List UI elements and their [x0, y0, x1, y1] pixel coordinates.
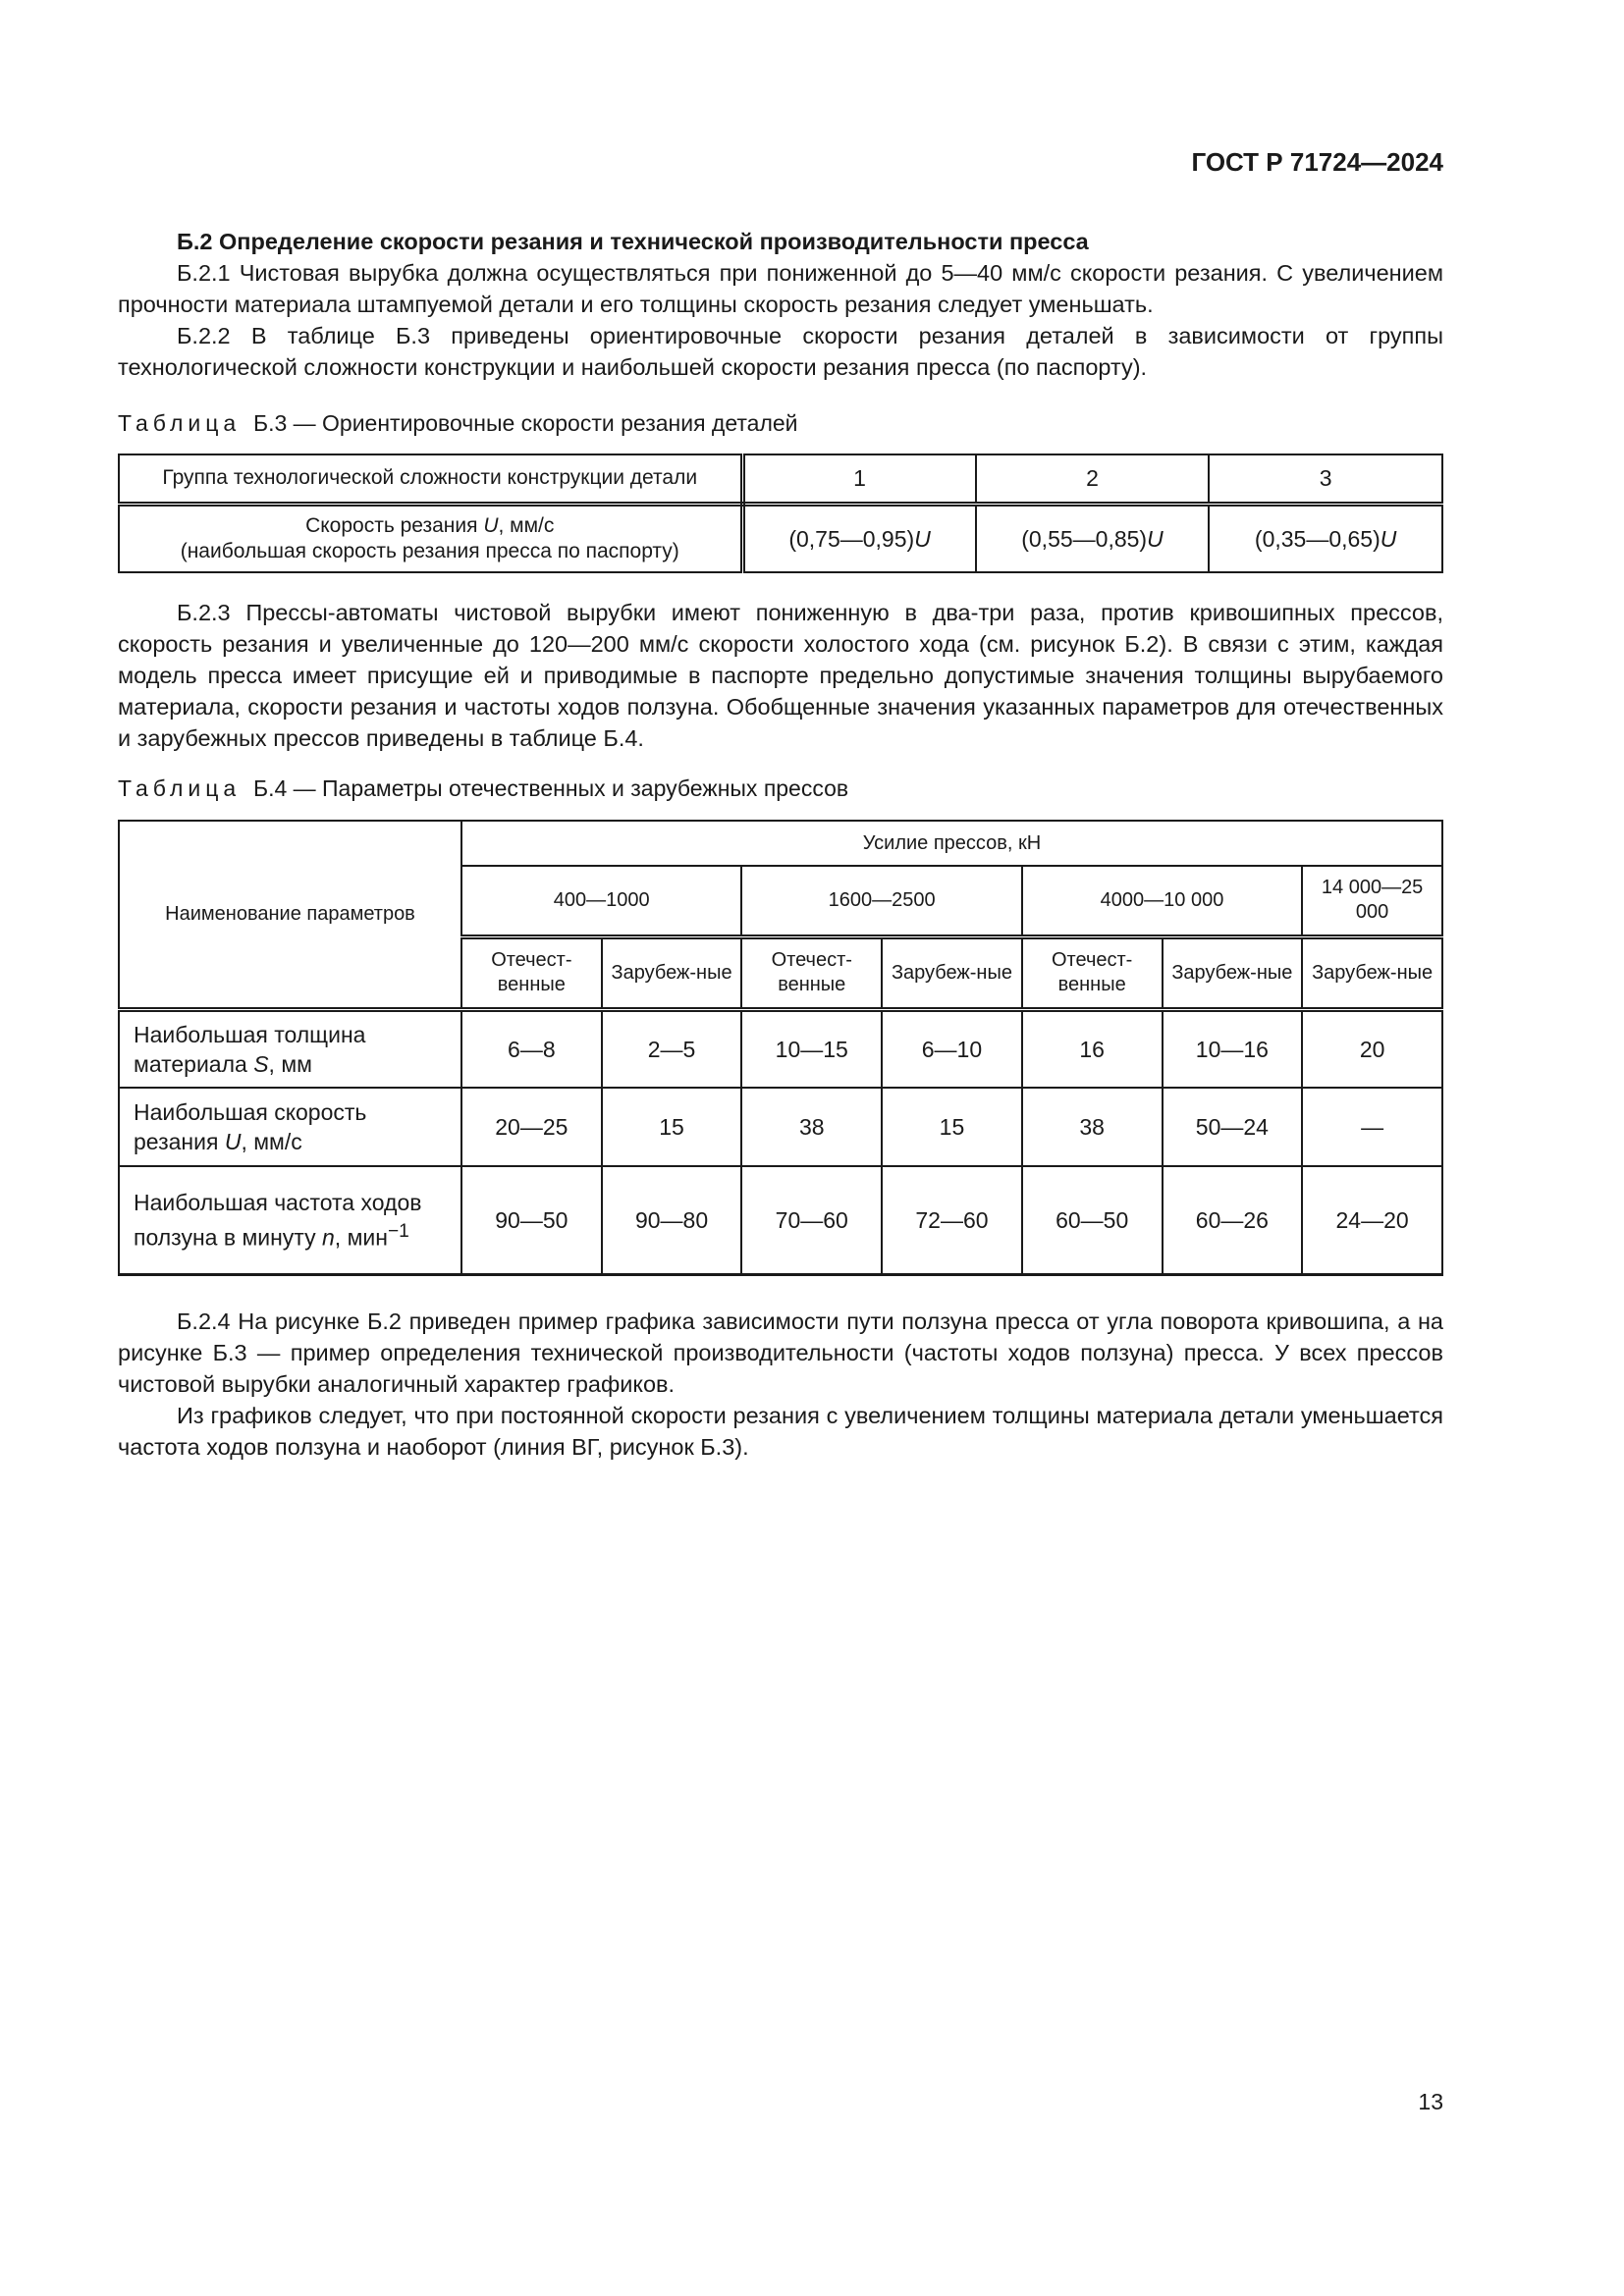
cell: 2—5 — [602, 1009, 742, 1088]
table-b3 — [118, 454, 1443, 573]
cell: 10—15 — [741, 1009, 882, 1088]
cell: 90—50 — [461, 1166, 602, 1274]
table-row — [119, 1088, 1442, 1166]
origin-1: Отечест-венные — [461, 936, 602, 1009]
cell: 15 — [882, 1088, 1022, 1166]
section-b2-4 — [118, 1306, 1443, 1463]
cell: 60—26 — [1163, 1166, 1303, 1274]
speed-value-3: (0,35—0,65)U — [1209, 504, 1442, 572]
table-row — [119, 1009, 1442, 1088]
row-label: Наибольшая частота ходов ползуна в минуту n, мин$^{-1}$ — [119, 1166, 461, 1274]
param-header: Наименование параметров — [119, 821, 461, 1009]
speed-label-var: U — [483, 513, 499, 537]
origin-2: Зарубеж-ные — [602, 936, 742, 1009]
group-label: Группа технологической сложности конструкции детали — [119, 454, 742, 504]
section-b2 — [118, 226, 1443, 383]
cell: 50—24 — [1163, 1088, 1303, 1166]
origin-3: Отечест-венные — [741, 936, 882, 1009]
table-b4 — [118, 820, 1443, 1276]
caption-word: Таблица — [118, 410, 242, 436]
group-2: 2 — [976, 454, 1210, 504]
document-code: ГОСТ Р 71724—2024 — [1191, 147, 1443, 177]
cell: 10—16 — [1163, 1009, 1303, 1088]
origin-4: Зарубеж-ные — [882, 936, 1022, 1009]
section-heading: Б.2 Определение скорости резания и технической производительности пресса — [177, 229, 1089, 254]
speed-value-1: (0,75—0,95)U — [742, 504, 976, 572]
speed-value-2: (0,55—0,85)U — [976, 504, 1210, 572]
paragraph-b2-1: Б.2.1 Чистовая вырубка должна осуществляться при пониженной до 5—40 мм/с скорости резания. С увеличением прочности материала штампуемой детали и его толщины скорость резания следует уменьшать. — [118, 260, 1443, 317]
origin-7: Зарубеж-ные — [1302, 936, 1442, 1009]
cell: 15 — [602, 1088, 742, 1166]
cell: 38 — [1022, 1088, 1163, 1166]
origin-6: Зарубеж-ные — [1163, 936, 1303, 1009]
cell: 24—20 — [1302, 1166, 1442, 1274]
table-row — [119, 1166, 1442, 1274]
row-label: Наибольшая скорость резания U, мм/с — [119, 1088, 461, 1166]
speed-label — [119, 504, 742, 572]
caption-text: Б.4 — Параметры отечественных и зарубежных прессов — [252, 775, 849, 801]
cell: 20 — [1302, 1009, 1442, 1088]
speed-label-a: Скорость резания — [305, 513, 484, 537]
cell: 90—80 — [602, 1166, 742, 1274]
paragraph-conclusion: Из графиков следует, что при постоянной скорости резания с увеличением толщины материала детали уменьшается частота ходов ползуна и наоборот (линия ВГ, рисунок Б.3). — [118, 1403, 1443, 1460]
origin-5: Отечест-венные — [1022, 936, 1163, 1009]
cell: 16 — [1022, 1009, 1163, 1088]
caption-word: Таблица — [118, 775, 242, 801]
section-b2-3 — [118, 597, 1443, 754]
cell: 72—60 — [882, 1166, 1022, 1274]
speed-label-note: (наибольшая скорость резания пресса по паспорту) — [180, 539, 679, 562]
cell: 38 — [741, 1088, 882, 1166]
paragraph-b2-2: Б.2.2 В таблице Б.3 приведены ориентировочные скорости резания деталей в зависимости от группы технологической сложности конструкции и наибольшей скорости резания пресса (по паспорту). — [118, 323, 1443, 380]
page-number: 13 — [1418, 2089, 1443, 2114]
caption-text: Б.3 — Ориентировочные скорости резания деталей — [252, 410, 798, 436]
cell: — — [1302, 1088, 1442, 1166]
force-range-4: 14 000—25 000 — [1302, 866, 1442, 936]
force-header: Усилие прессов, кН — [461, 821, 1442, 866]
group-3: 3 — [1209, 454, 1442, 504]
cell: 6—8 — [461, 1009, 602, 1088]
cell: 20—25 — [461, 1088, 602, 1166]
force-range-1: 400—1000 — [461, 866, 741, 936]
cell: 6—10 — [882, 1009, 1022, 1088]
cell: 60—50 — [1022, 1166, 1163, 1274]
table-b4-caption — [118, 775, 848, 802]
paragraph-b2-4: Б.2.4 На рисунке Б.2 приведен пример графика зависимости пути ползуна пресса от угла поворота кривошипа, а на рисунке Б.3 — пример определения технической производительности (частоты ходов ползуна) пресса. У всех прессов чистовой вырубки аналогичный характер графиков. — [118, 1308, 1443, 1397]
row-label: Наибольшая толщина материала S, мм — [119, 1009, 461, 1088]
cell: 70—60 — [741, 1166, 882, 1274]
group-1: 1 — [742, 454, 976, 504]
paragraph-b2-3: Б.2.3 Прессы-автоматы чистовой вырубки имеют пониженную в два-три раза, против кривошипных прессов, скорость резания и увеличенные до 120—200 мм/с скорости холостого хода (см. рисунок Б.2). В связи с этим, каждая модель пресса имеет присущие ей и приводимые в паспорте предельно допустимые значения толщины вырубаемого материала, скорости резания и частоты ходов ползуна. Обобщенные значения указанных параметров для отечественных и зарубежных прессов приведены в таблице Б.4. — [118, 600, 1443, 751]
speed-label-unit: , мм/с — [498, 513, 555, 537]
force-range-3: 4000—10 000 — [1022, 866, 1302, 936]
table-b3-caption — [118, 410, 798, 437]
force-range-2: 1600—2500 — [741, 866, 1021, 936]
